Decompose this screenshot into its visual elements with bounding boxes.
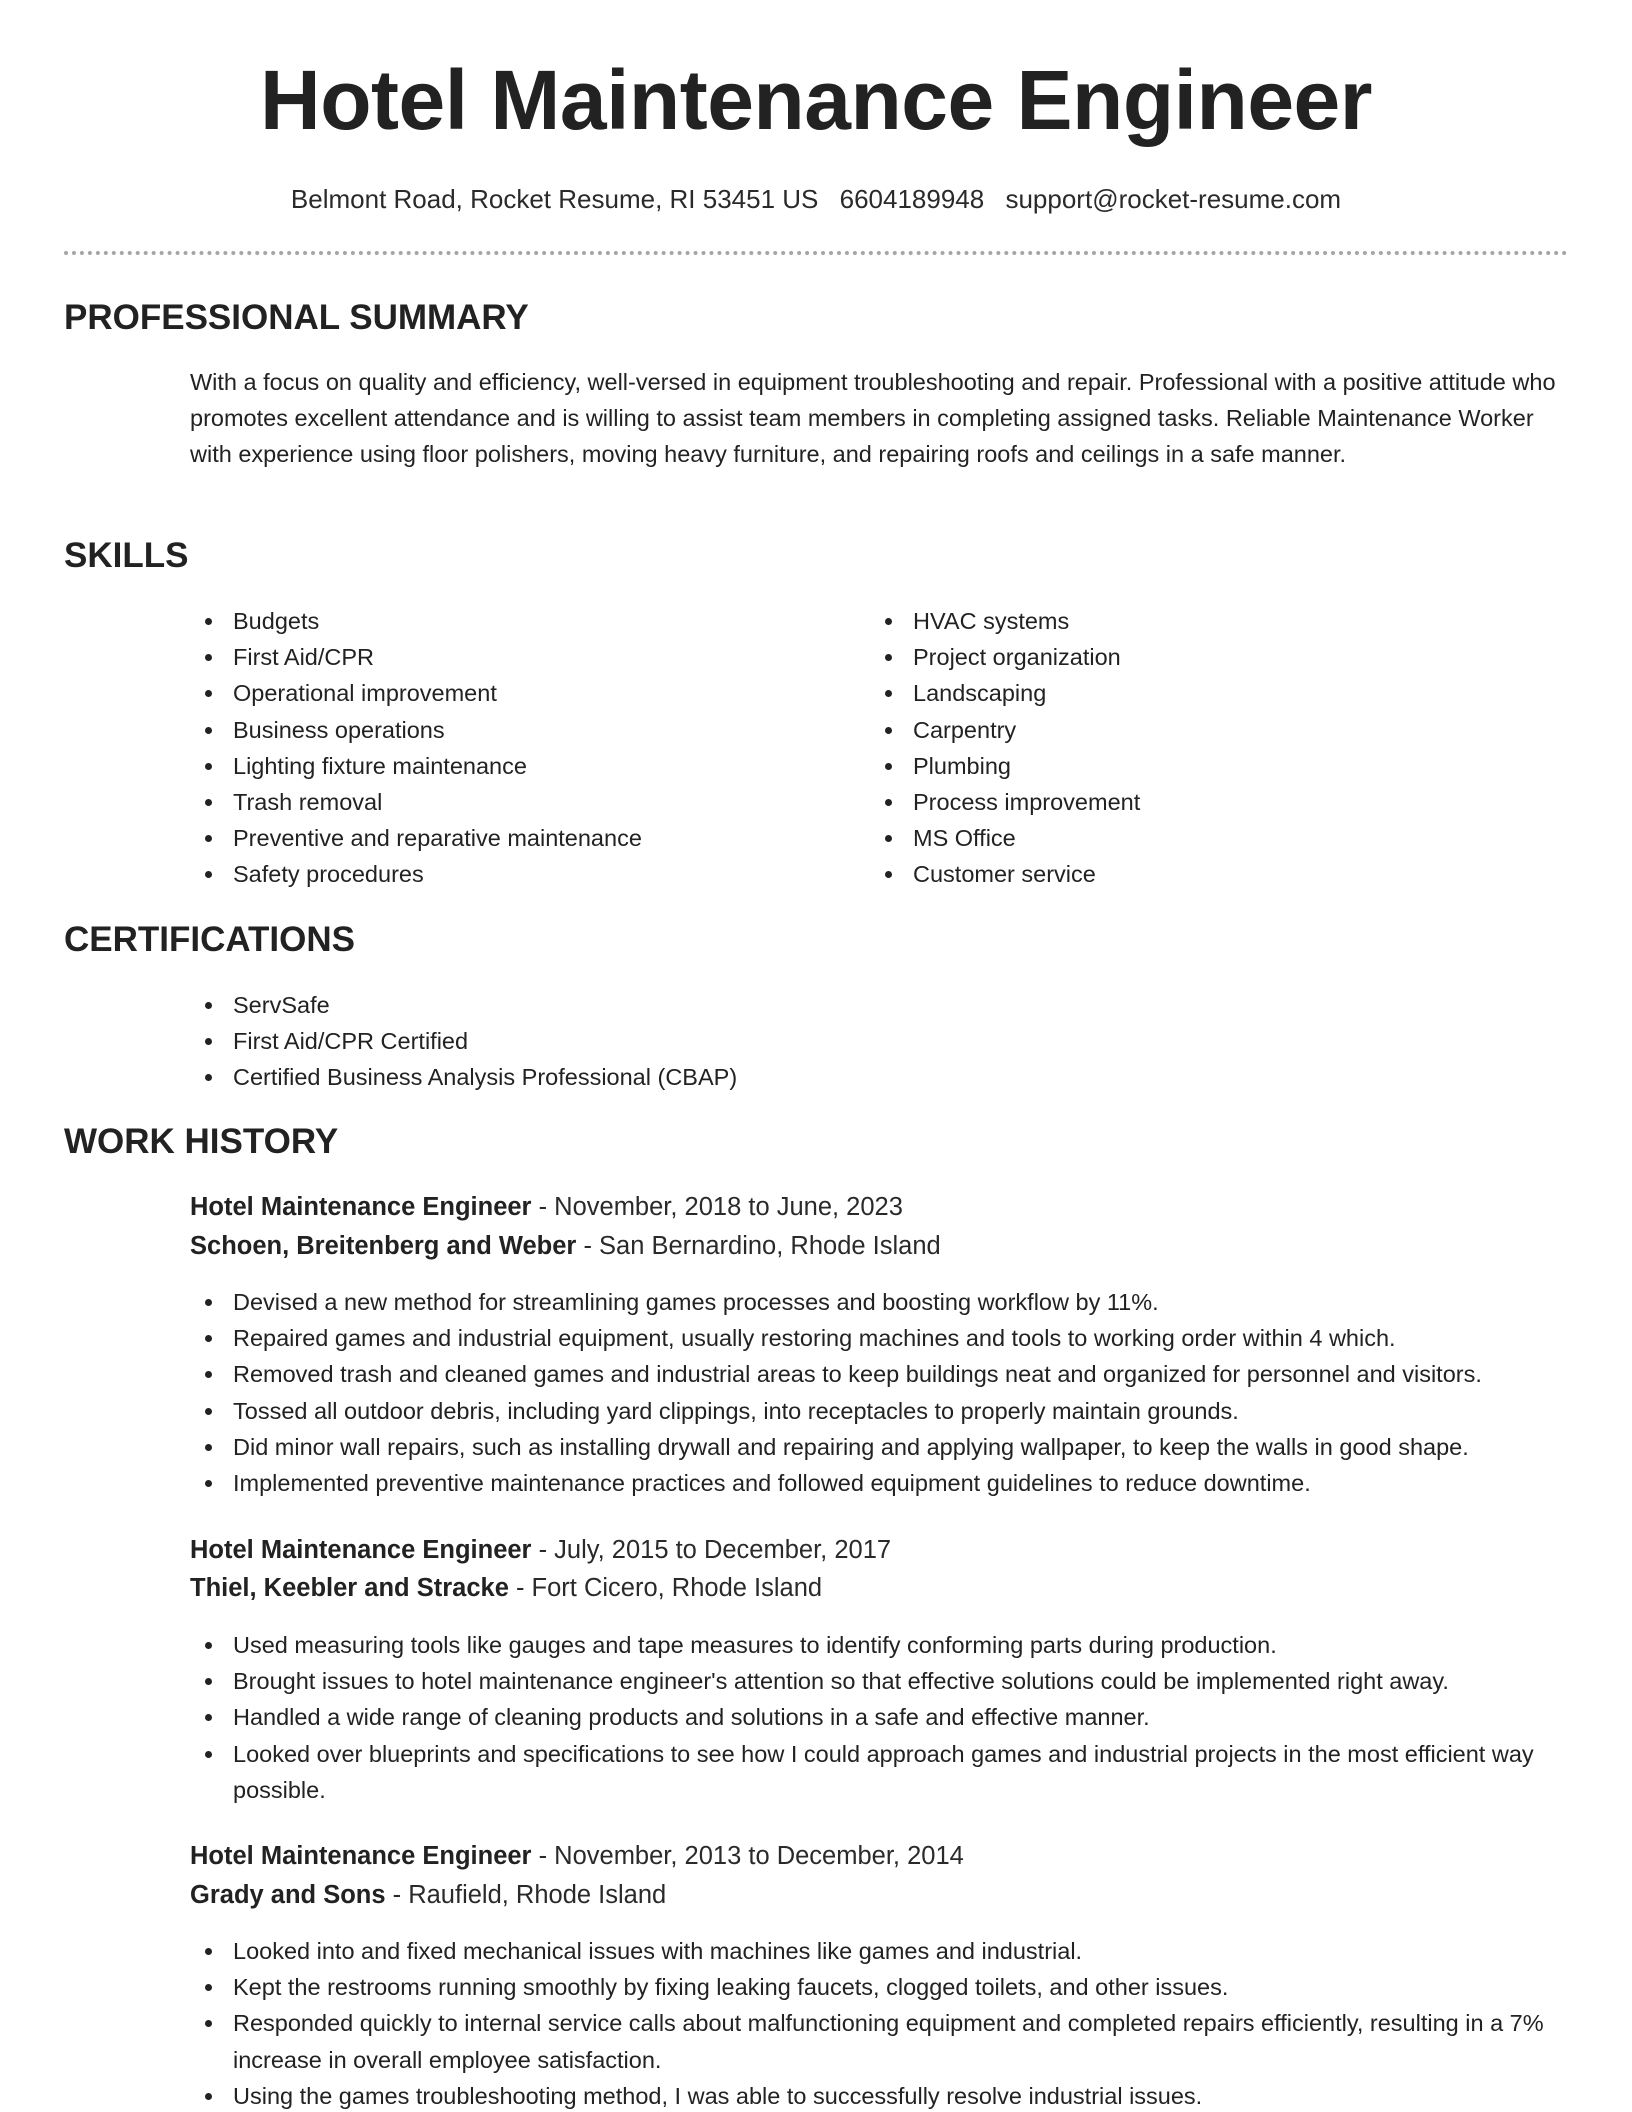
job-bullet: Responded quickly to internal service calls about malfunctioning equipment and completed repairs efficiently, resulting in a 7% increase in overall employee satisfaction. <box>190 2005 1580 2077</box>
skill-item: Customer service <box>870 856 1510 892</box>
skill-item: Process improvement <box>870 784 1510 820</box>
job-company-line <box>190 1232 941 1261</box>
certifications-section-title: CERTIFICATIONS <box>64 920 356 959</box>
job-title-line <box>190 1536 891 1565</box>
skill-item: Plumbing <box>870 748 1510 784</box>
job-bullet: Implemented preventive maintenance practices and followed equipment guidelines to reduce downtime. <box>190 1465 1580 1501</box>
job-bullet: Repaired games and industrial equipment, usually restoring machines and tools to working order within 4 which. <box>190 1320 1580 1356</box>
job-location: - Raufield, Rhode Island <box>385 1881 667 1909</box>
job-bullet: Tossed all outdoor debris, including yard clippings, into receptacles to properly maintain grounds. <box>190 1393 1580 1429</box>
job-dates: - November, 2013 to December, 2014 <box>531 1842 964 1870</box>
job-dates: - November, 2018 to June, 2023 <box>531 1193 903 1221</box>
skills-list-right <box>870 603 1510 893</box>
skill-item: Landscaping <box>870 675 1510 711</box>
skills-section-title: SKILLS <box>64 536 189 575</box>
job-bullet: Did minor wall repairs, such as installing drywall and repairing and applying wallpaper, to keep the walls in good shape. <box>190 1429 1580 1465</box>
summary-section-title: PROFESSIONAL SUMMARY <box>64 298 529 337</box>
certification-item: ServSafe <box>190 987 1490 1023</box>
skill-item: MS Office <box>870 820 1510 856</box>
skill-item: First Aid/CPR <box>190 639 830 675</box>
job-company-line <box>190 1574 822 1603</box>
job-dates: - July, 2015 to December, 2017 <box>531 1536 892 1564</box>
skill-item: Project organization <box>870 639 1510 675</box>
job-bullet: Devised a new method for streamlining games processes and boosting workflow by 11%. <box>190 1284 1580 1320</box>
job-location: - Fort Cicero, Rhode Island <box>508 1574 823 1602</box>
job-bullet: Used measuring tools like gauges and tape measures to identify conforming parts during production. <box>190 1627 1580 1663</box>
certification-item: First Aid/CPR Certified <box>190 1023 1490 1059</box>
job-bullet: Looked over blueprints and specifications to see how I could approach games and industrial projects in the most efficient way possible. <box>190 1736 1580 1808</box>
resume-name-heading: Hotel Maintenance Engineer <box>260 53 1372 147</box>
job-company: Schoen, Breitenberg and Weber <box>190 1232 577 1260</box>
job-bullet: Brought issues to hotel maintenance engineer's attention so that effective solutions could be implemented right away. <box>190 1663 1580 1699</box>
certification-item: Certified Business Analysis Professional (CBAP) <box>190 1059 1490 1095</box>
certifications-list <box>190 987 1490 1096</box>
skill-item: Budgets <box>190 603 830 639</box>
contact-address: Belmont Road, Rocket Resume, RI 53451 US <box>290 184 819 214</box>
summary-text: With a focus on quality and efficiency, well-versed in equipment troubleshooting and repair. Professional with a positive attitude who promotes excellent attendance and is willing to assist team members in completing assigned tasks. Reliable Maintenance Worker with experience using floor polishers, moving heavy furniture, and repairing roofs and ceilings in a safe manner. <box>190 369 1556 467</box>
job-bullet: Looked into and fixed mechanical issues with machines like games and industrial. <box>190 1933 1580 1969</box>
skill-item: Safety procedures <box>190 856 830 892</box>
job-company-line <box>190 1881 666 1910</box>
job-bullet: Removed trash and cleaned games and industrial areas to keep buildings neat and organized for personnel and visitors. <box>190 1356 1580 1392</box>
contact-info <box>0 184 1632 215</box>
job-title: Hotel Maintenance Engineer <box>190 1193 532 1221</box>
job-title: Hotel Maintenance Engineer <box>190 1842 532 1870</box>
job-title: Hotel Maintenance Engineer <box>190 1536 532 1564</box>
job-company: Grady and Sons <box>190 1881 386 1909</box>
contact-phone: 6604189948 <box>839 184 985 214</box>
skill-item: Business operations <box>190 712 830 748</box>
skill-item: HVAC systems <box>870 603 1510 639</box>
job-bullet: Using the games troubleshooting method, I was able to successfully resolve industrial issues. <box>190 2078 1580 2112</box>
skill-item: Preventive and reparative maintenance <box>190 820 830 856</box>
job-bullets <box>190 1284 1580 1501</box>
skill-item: Operational improvement <box>190 675 830 711</box>
job-location: - San Bernardino, Rhode Island <box>576 1232 941 1260</box>
skill-item: Lighting fixture maintenance <box>190 748 830 784</box>
header-divider <box>64 251 1568 255</box>
job-bullet: Kept the restrooms running smoothly by fixing leaking faucets, clogged toilets, and other issues. <box>190 1969 1580 2005</box>
contact-email: support@rocket-resume.com <box>1005 184 1342 214</box>
job-bullets <box>190 1627 1580 1808</box>
job-company: Thiel, Keebler and Stracke <box>190 1574 509 1602</box>
work-history-section-title: WORK HISTORY <box>64 1122 339 1161</box>
skill-item: Carpentry <box>870 712 1510 748</box>
job-bullets <box>190 1933 1580 2112</box>
job-bullet: Handled a wide range of cleaning products and solutions in a safe and effective manner. <box>190 1699 1580 1735</box>
job-title-line <box>190 1193 903 1222</box>
job-title-line <box>190 1842 964 1871</box>
skill-item: Trash removal <box>190 784 830 820</box>
skills-list-left <box>190 603 830 893</box>
